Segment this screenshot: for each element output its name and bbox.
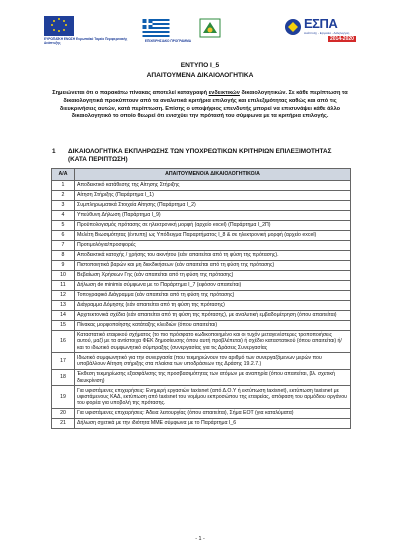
row-document: Αίτηση Στήριξης (Παράρτημα Ι_1) [75,190,351,200]
espa-logo [284,16,356,48]
row-document: Μελέτη Βιωσιμότητας (έντυπη) ως Υπόδειγμα Παραρτήματος Ι_8 & σε ηλεκτρονική μορφή (αρχείο excel) [75,230,351,240]
table-row [52,369,351,385]
row-document: Συμπληρωματικά Στοιχεία Αίτησης (Παράρτημα Ι_2) [75,200,351,210]
form-subtitle: ΑΠΑΙΤΟΥΜΕΝΑ ΔΙΚΑΙΟΛΟΓΗΤΙΚΑ [146,72,254,79]
table-row [52,310,351,320]
column-header-document: ΑΠΑΙΤΟΥΜΕΝΟ/Α ΔΙΚΑΙΟΛΟΓΗΤΙΚΟ/Α [75,169,351,181]
intro-note [48,90,352,121]
table-row [52,230,351,240]
row-document: Βεβαίωση Χρήσεων Γης (εάν απαιτείται από τη φύση της πρότασης) [75,270,351,280]
row-document: Πίνακας μορφοποίησης κατάταξης κλειδιών (όπου απαιτείται) [75,320,351,330]
page-number: - 1 - [195,536,205,542]
table-row [52,210,351,220]
leader-logo [199,18,221,38]
row-document: Προτιμολόγια/προσφορές [75,240,351,250]
table-header-row [52,169,351,181]
intro-underlined-word: ενδεικτικών [208,90,240,96]
table-row [52,300,351,310]
section-title: ΔΙΚΑΙΟΛΟΓΗΤΙΚΑ ΕΚΠΛΗΡΩΣΗΣ ΤΩΝ ΥΠΟΧΡΕΩΤΙΚΩΝ ΚΡΙΤΗΡΙΩΝ ΕΠΙΛΕΞΙΜΟΤΗΤΑΣ (ΚΑΤΑ ΠΕΡΙΠΤΩΣΗ) [68,148,332,163]
row-number: 15 [52,320,75,330]
row-number: 18 [52,369,75,385]
row-number: 12 [52,290,75,300]
table-row [52,240,351,250]
row-document: Διάγραμμα Δόμησης (εάν απαιτείται από τη φύση της πρότασης) [75,300,351,310]
row-number: 10 [52,270,75,280]
row-document: Καταστατικό εταιρικού σχήματος (το πιο πρόσφατο κωδικοποιημένο και οι τυχόν μεταγενέστερες τροποποιήσεις αυτού, μαζί με τα αντίστοιχα ΦΕΚ δημοσίευσης όπου αυτή προβλέπεται) ή σχέδιο καταστατικού (όπου απαιτείται) ή/και το ιδιωτικό συμφωνητικό σύμπραξης (συνεργασίας για τις Δράσεις Συνεργασίας [75,330,351,353]
row-number: 9 [52,260,75,270]
espa-tagline: Ανάπτυξη - Εργασία - Αλληλεγγύη [304,31,350,35]
table-row [52,220,351,230]
column-header-number: Α/Α [52,169,75,181]
eu-logo-text: ΕΥΡΩΠΑΪΚΗ ΕΝΩΣΗ Ευρωπαϊκό Ταμείο Περιφερειακής Ανάπτυξης [44,37,128,45]
row-number: 8 [52,250,75,260]
intro-text-part1: Σημειώνεται ότι ο παρακάτω πίνακας αποτελεί καταγραφή [52,90,209,96]
espa-mark-icon [284,18,302,36]
row-document: Για υφιστάμενες επιχειρήσεις: Άδεια λειτουργίας (όπου απαιτείται), Σήμα ΕΟΤ (για καταλύματα) [75,409,351,419]
row-number: 11 [52,280,75,290]
section-number: 1 [52,148,56,155]
row-document: Υπεύθυνη Δήλωση (Παράρτημα Ι_9) [75,210,351,220]
row-number: 20 [52,409,75,419]
form-title: ΕΝΤΥΠΟ Ι_5 [180,62,220,69]
espa-wordmark: ΕΣΠΑ [304,16,338,31]
row-number: 4 [52,210,75,220]
row-number: 13 [52,300,75,310]
row-document: Πιστοποιητικά βαρών και μη διεκδικήσεων (εάν απαιτείται από τη φύση της πρότασης) [75,260,351,270]
row-document: Αρχιτεκτονικά σχέδια (εάν απαιτείται από τη φύση της πρότασης), με αναλυτική εμβαδομέτρηση (όπου απαιτείται) [75,310,351,320]
table-row [52,386,351,409]
table-row [52,250,351,260]
row-number: 21 [52,419,75,429]
table-row [52,180,351,190]
table-row [52,260,351,270]
table-row [52,320,351,330]
programme-logo-text: ΕΠΙΧΕΙΡΗΣΙΑΚΟ ΠΡΟΓΡΑΜΜΑ [144,39,192,43]
row-number: 14 [52,310,75,320]
row-document: Προϋπολογισμός πρότασης σε ηλεκτρονική μορφή (αρχείο excel) (Παράρτημα Ι_2Π) [75,220,351,230]
table-row [52,270,351,280]
table-row [52,409,351,419]
documents-table [51,168,351,429]
table-row [52,190,351,200]
greek-flag-logo [142,19,170,37]
intro-text-part2: δικαιολογητικών. Σε κάθε περίπτωση τα δικαιολογητικά προκύπτουν από τα αναλυτικά κριτήρια επιλογής και επιλεξιμότητας καθώς και από τις διευκρινήσεις αυτών, κατά περίπτωση. Επίσης ο υποψήφιος επενδυτής μπορεί να επισυνάψει κάθε άλλο δικαιολογητικό το οποίο θεωρεί ότι ενισχύει την πρότασή του σύμφωνα με τα κριτήρια επιλογής. [59,90,348,120]
table-row [52,419,351,429]
row-number: 6 [52,230,75,240]
row-number: 7 [52,240,75,250]
espa-years-badge: 2014-2020 [330,36,354,42]
table-row [52,330,351,353]
table-row [52,200,351,210]
row-number: 1 [52,180,75,190]
row-document: Τοπογραφικό Διάγραμμα (εάν απαιτείται από τη φύση της πρότασης) [75,290,351,300]
row-number: 16 [52,330,75,353]
row-number: 2 [52,190,75,200]
row-number: 5 [52,220,75,230]
row-number: 3 [52,200,75,210]
row-document: Αποδεικτικά κατοχής / χρήσης του ακινήτου (εάν απαιτείται από τη φύση της πρότασης). [75,250,351,260]
row-document: Δήλωση de minimis σύμφωνα με το Παράρτημα Ι_7 (εφόσον απαιτείται) [75,280,351,290]
table-row [52,290,351,300]
row-document: Δήλωση σχετικά με την ιδιότητα ΜΜΕ σύμφωνα με το Παράρτημα Ι_6 [75,419,351,429]
logo-strip [44,16,356,50]
row-number: 17 [52,353,75,369]
row-document: Έκθεση τεκμηρίωσης εξασφάλισης της προσβασιμότητας των ατόμων με αναπηρία (όπου απαιτείται, βλ. σχετική διευκρίνιση) [75,369,351,385]
eu-flag-logo [44,16,74,36]
table-row [52,353,351,369]
table-row [52,280,351,290]
row-number: 19 [52,386,75,409]
row-document: Για υφιστάμενες επιχειρήσεις: Ενημερή εργασιών taxisnet (από Δ.Ο.Υ ή εκτύπωση taxisnet), εκτύπωση taxisnet με υφιστάμενους ΚΑΔ, εκτύπωση από taxisnet του νομίμου εκπροσώπου της εταιρείας, απόφαση του αρμόδιου οργάνου του φορέα για υποβολή της πρότασης. [75,386,351,409]
row-document: Αποδεικτικό κατάθεσης της Αίτησης Στήριξης [75,180,351,190]
row-document: Ιδιωτικό συμφωνητικό για την συνεργασία (που τεκμηριώνουν τον αριθμό των συνεργαζόμενων μερών που υποβάλλουν Αίτηση στήριξης στα πλαίσια των υποδράσεων της Δράσης 19.2.7.) [75,353,351,369]
